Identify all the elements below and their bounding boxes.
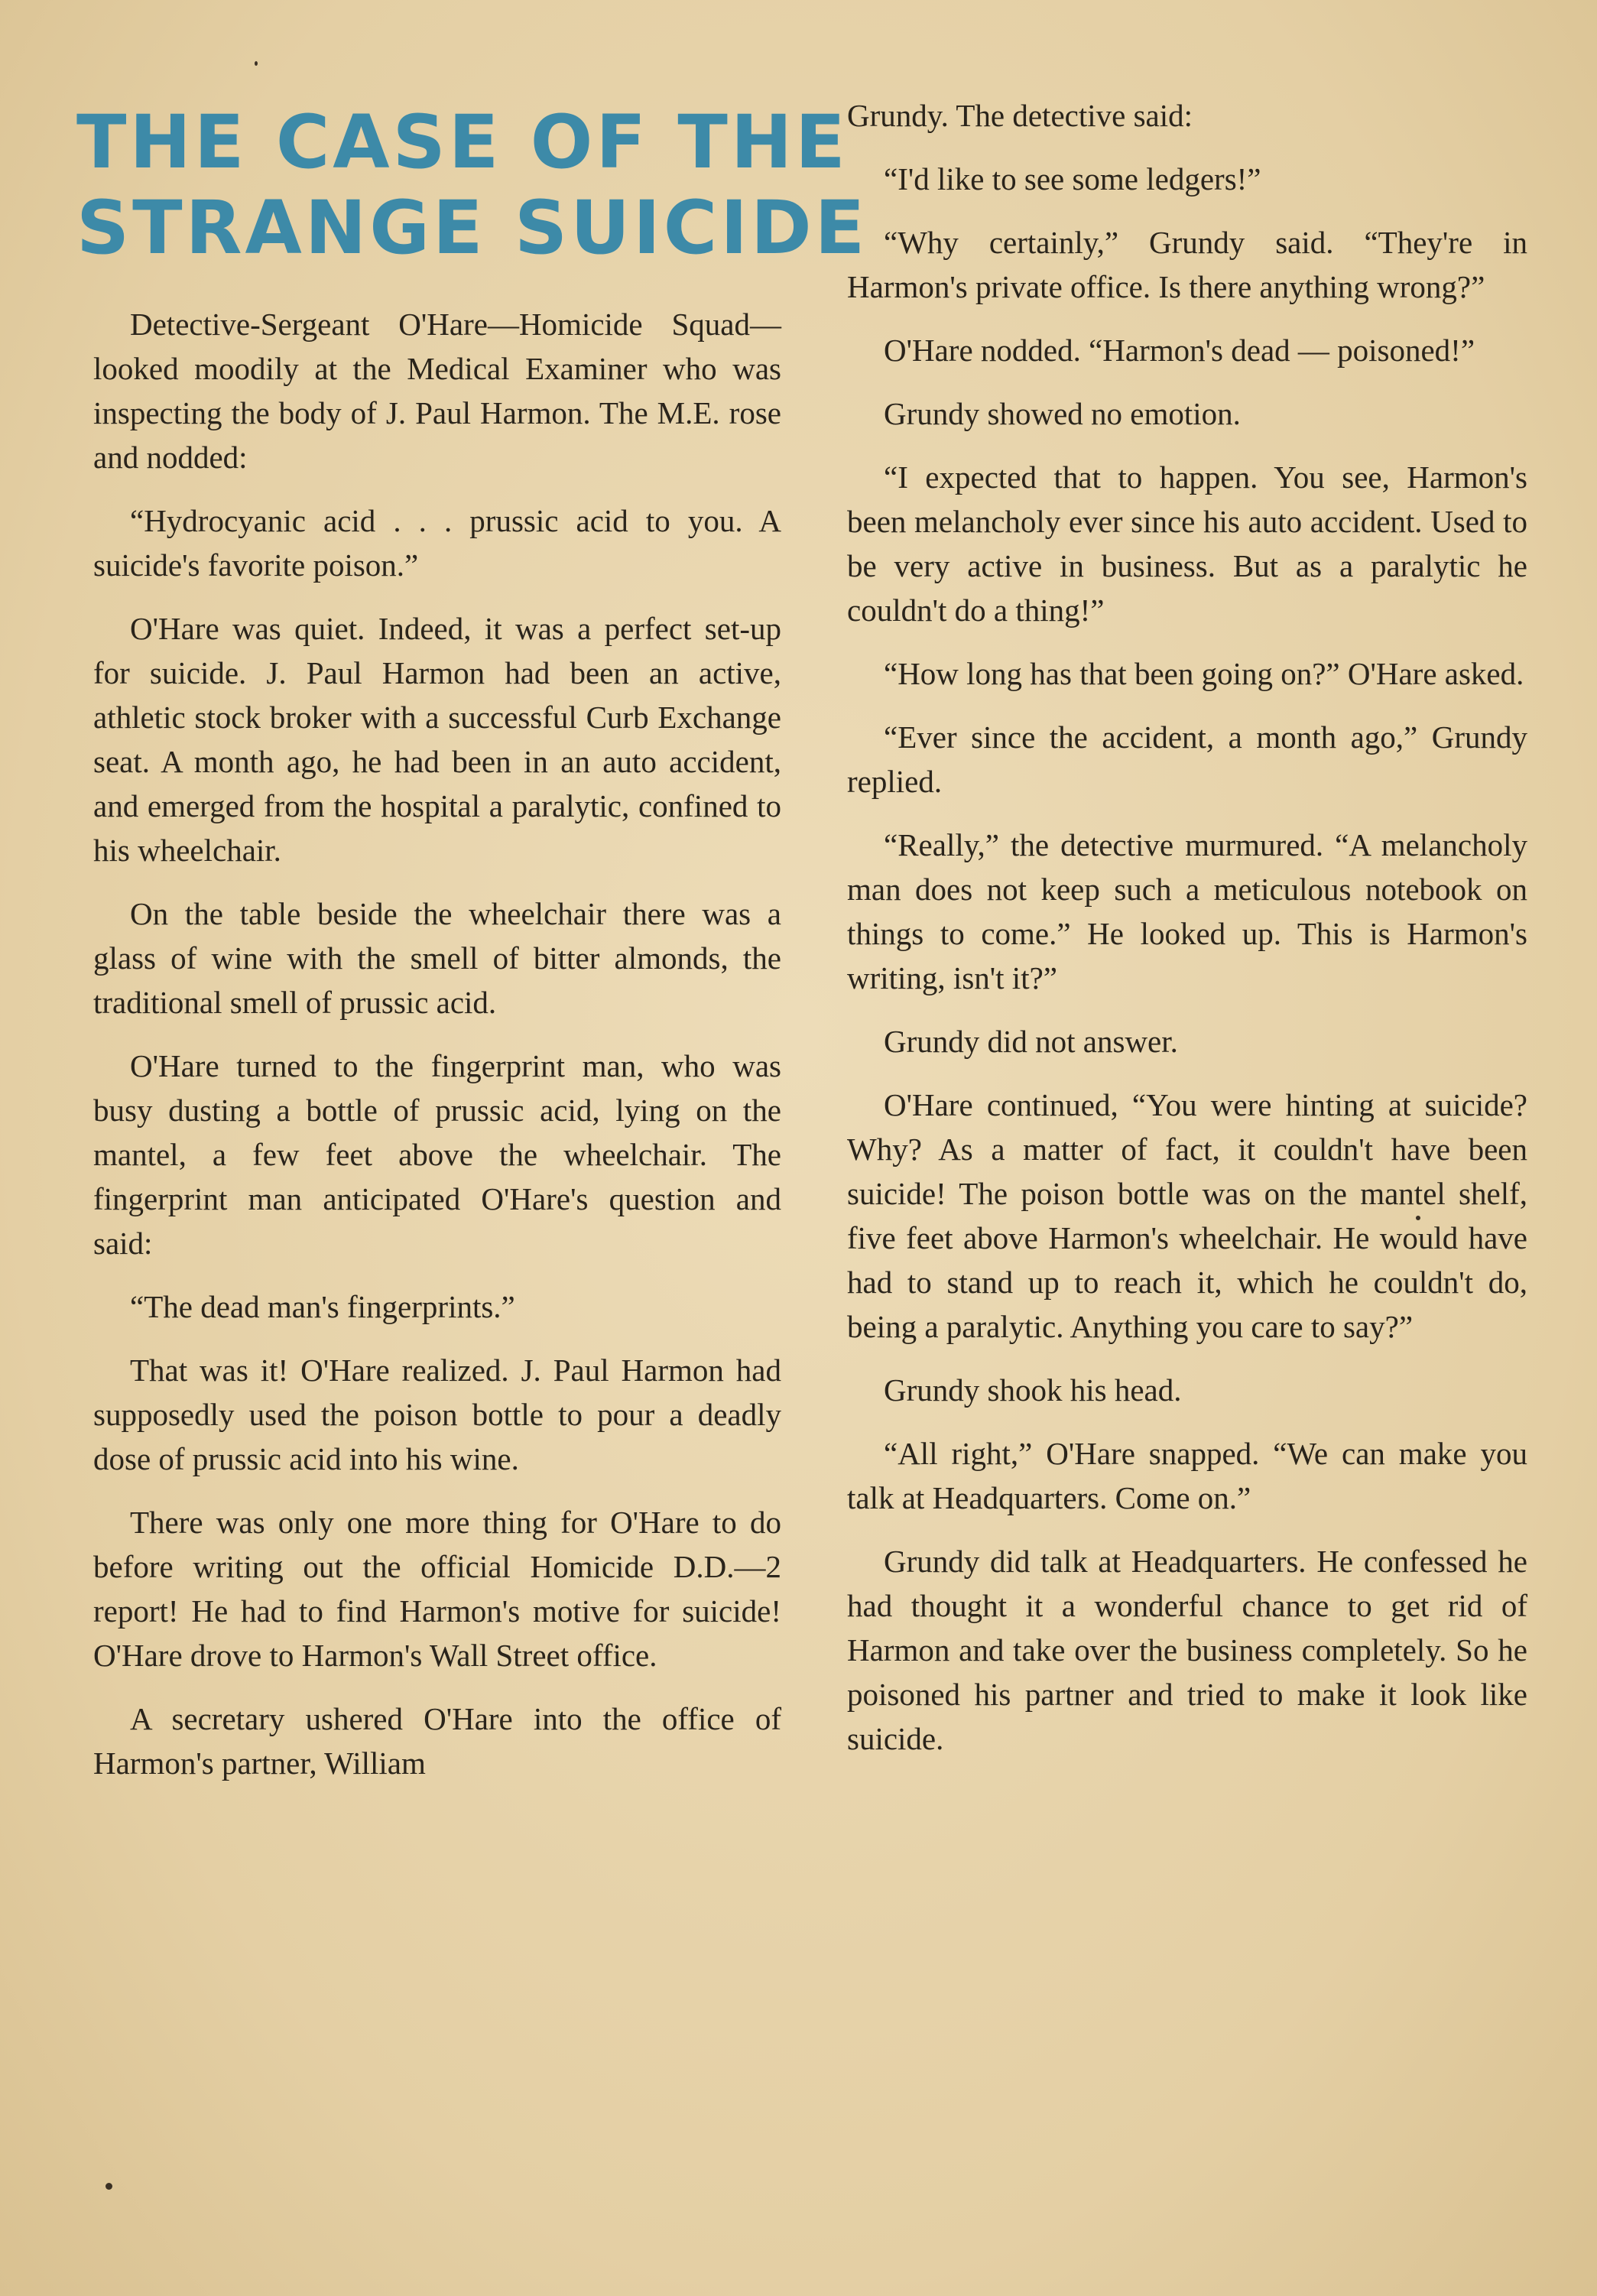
paragraph: Grundy did not answer.: [884, 1024, 1178, 1059]
paragraph: O'Hare nodded. “Harmon's dead — poisoned!”: [884, 333, 1475, 368]
paragraph: “I expected that to happen. You see, Harmon's been melancholy ever since his auto accident. Used to be very active in business. But as a paralytic he couldn't do a thing!”: [847, 460, 1527, 628]
ink-speck: [1416, 1216, 1420, 1220]
paragraph: On the table beside the wheelchair there was a glass of wine with the smell of bitter almonds, the traditional smell of prussic acid.: [93, 896, 781, 1020]
paragraph: A secretary ushered O'Hare into the office of Harmon's partner, William: [93, 1701, 781, 1781]
paragraph: That was it! O'Hare realized. J. Paul Harmon had supposedly used the poison bottle to pour a deadly dose of prussic acid into his wine.: [93, 1353, 781, 1476]
left-column: [93, 302, 781, 1804]
title-line-1: THE CASE OF THE: [76, 99, 849, 185]
paragraph: Grundy shook his head.: [884, 1372, 1182, 1408]
paragraph: O'Hare continued, “You were hinting at suicide? Why? As a matter of fact, it couldn't have been suicide! The poison bottle was on the mantel shelf, five feet above Harmon's wheelchair. He would have had to stand up to reach it, which he couldn't do, being a paralytic. Anything you care to say?”: [847, 1087, 1527, 1344]
paragraph: Detective-Sergeant O'Hare—Homicide Squad—looked moodily at the Medical Examiner who was inspecting the body of J. Paul Harmon. The M.E. rose and nodded:: [93, 307, 781, 475]
paragraph: O'Hare turned to the fingerprint man, who was busy dusting a bottle of prussic acid, lying on the mantel, a few feet above the wheelchair. The fingerprint man anticipated O'Hare's question and said:: [93, 1048, 781, 1261]
paragraph: Grundy showed no emotion.: [884, 396, 1241, 431]
paragraph: “All right,” O'Hare snapped. “We can make you talk at Headquarters. Come on.”: [847, 1436, 1527, 1515]
story-title: [76, 99, 868, 271]
paragraph: “I'd like to see some ledgers!”: [884, 161, 1261, 196]
paragraph: O'Hare was quiet. Indeed, it was a perfect set-up for suicide. J. Paul Harmon had been an active, athletic stock broker with a successful Curb Exchange seat. A month ago, he had been in an auto accident, and emerged from the hospital a paralytic, confined to his wheelchair.: [93, 611, 781, 868]
paragraph: There was only one more thing for O'Hare to do before writing out the official Homicide D.D.—2 report! He had to find Harmon's motive for suicide! O'Hare drove to Harmon's Wall Street office.: [93, 1505, 781, 1673]
paragraph-continued: Grundy. The detective said:: [847, 98, 1193, 133]
paragraph: “The dead man's fingerprints.”: [130, 1289, 515, 1324]
paragraph: Grundy did talk at Headquarters. He confessed he had thought it a wonderful chance to get rid of Harmon and take over the business completely. So he poisoned his partner and tried to make it look like suicide.: [847, 1544, 1527, 1756]
title-line-2: STRANGE SUICIDE: [76, 185, 868, 271]
ink-speck: [105, 2183, 112, 2190]
paragraph: “Why certainly,” Grundy said. “They're in Harmon's private office. Is there anything wrong?”: [847, 225, 1527, 304]
right-column: [847, 93, 1527, 1780]
ink-speck: [255, 61, 258, 66]
paragraph: “Ever since the accident, a month ago,” Grundy replied.: [847, 719, 1527, 799]
paragraph: “How long has that been going on?” O'Hare asked.: [884, 656, 1524, 691]
paragraph: “Really,” the detective murmured. “A melancholy man does not keep such a meticulous notebook on things to come.” He looked up. This is Harmon's writing, isn't it?”: [847, 827, 1527, 995]
paragraph: “Hydrocyanic acid . . . prussic acid to you. A suicide's favorite poison.”: [93, 503, 781, 583]
